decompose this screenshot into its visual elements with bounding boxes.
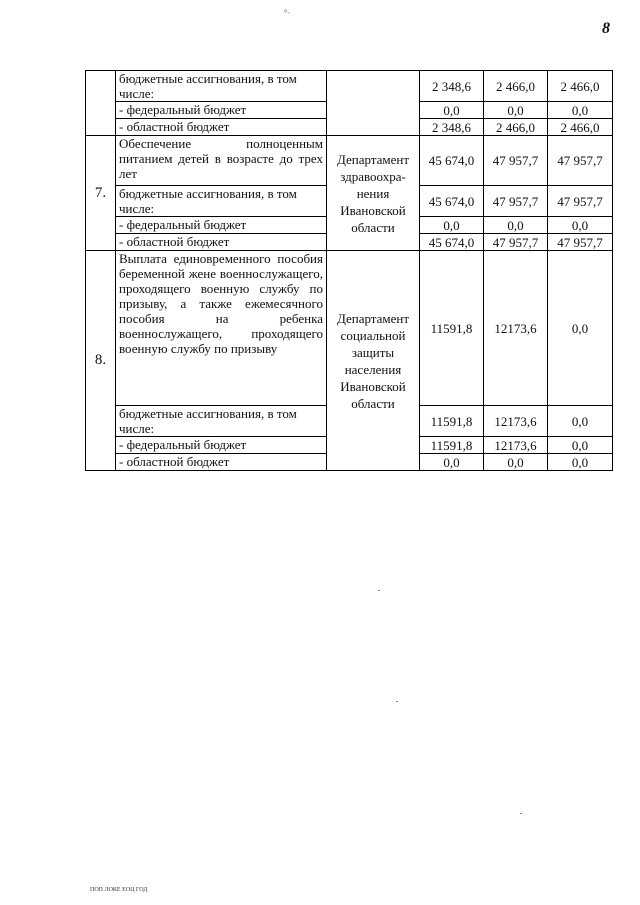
department: Департамент здравоохра-нения Ивановской области — [327, 136, 420, 251]
value-cell: 11591,8 — [420, 406, 484, 437]
value-cell: 2 466,0 — [548, 119, 613, 136]
value-cell: 47 957,7 — [548, 136, 613, 186]
table-row — [86, 71, 613, 102]
value-cell: 0,0 — [484, 102, 548, 119]
value-cell: 2 466,0 — [548, 71, 613, 102]
value-cell: 12173,6 — [484, 406, 548, 437]
value-cell: 47 957,7 — [484, 186, 548, 217]
value-cell: 45 674,0 — [420, 234, 484, 251]
table-row — [86, 251, 613, 406]
value-cell: 0,0 — [484, 217, 548, 234]
value-cell: 0,0 — [548, 406, 613, 437]
value-cell: 0,0 — [484, 454, 548, 471]
line-label: - областной бюджет — [116, 454, 327, 471]
line-label: бюджетные ассигнования, в том числе: — [116, 186, 327, 217]
top-scan-mark: °· — [284, 8, 291, 18]
value-cell: 0,0 — [548, 217, 613, 234]
row-index: 8. — [86, 251, 116, 471]
table-row — [86, 136, 613, 186]
value-cell: 0,0 — [548, 251, 613, 406]
value-cell: 12173,6 — [484, 437, 548, 454]
scan-speck — [520, 813, 522, 814]
page-number: 8 — [602, 20, 610, 37]
department: Департамент социальной защиты населения Ивановской области — [327, 251, 420, 471]
item-title: Обеспечение полноценным питанием детей в возрасте до трех лет — [116, 136, 327, 186]
value-cell: 2 348,6 — [420, 71, 484, 102]
value-cell: 11591,8 — [420, 251, 484, 406]
line-label: - областной бюджет — [116, 119, 327, 136]
budget-table — [85, 70, 613, 471]
line-label: - федеральный бюджет — [116, 217, 327, 234]
value-cell: 0,0 — [420, 217, 484, 234]
value-cell: 0,0 — [548, 102, 613, 119]
row-index: 7. — [86, 136, 116, 251]
value-cell: 47 957,7 — [548, 186, 613, 217]
value-cell: 47 957,7 — [548, 234, 613, 251]
footer-code: ПОП ЛОКЕ ЕОЦ ГОД — [90, 887, 148, 893]
value-cell: 11591,8 — [420, 437, 484, 454]
value-cell: 0,0 — [420, 454, 484, 471]
value-cell: 0,0 — [548, 437, 613, 454]
line-label: - областной бюджет — [116, 234, 327, 251]
scan-speck — [396, 701, 398, 702]
value-cell: 47 957,7 — [484, 234, 548, 251]
scan-speck — [378, 590, 380, 591]
value-cell: 47 957,7 — [484, 136, 548, 186]
value-cell: 45 674,0 — [420, 186, 484, 217]
value-cell: 2 348,6 — [420, 119, 484, 136]
line-label: бюджетные ассигнования, в том числе: — [116, 71, 327, 102]
row-index — [86, 71, 116, 136]
line-label: бюджетные ассигнования, в том числе: — [116, 406, 327, 437]
item-title: Выплата единовременного пособия беременной жене военнослужащего, проходящего военную службу по призыву, а также ежемесячного пособия на ребенка военнослужащего, проходящего военную службу по призыву — [116, 251, 327, 406]
department — [327, 71, 420, 136]
value-cell: 0,0 — [548, 454, 613, 471]
value-cell: 2 466,0 — [484, 119, 548, 136]
value-cell: 0,0 — [420, 102, 484, 119]
value-cell: 45 674,0 — [420, 136, 484, 186]
line-label: - федеральный бюджет — [116, 102, 327, 119]
line-label: - федеральный бюджет — [116, 437, 327, 454]
value-cell: 2 466,0 — [484, 71, 548, 102]
value-cell: 12173,6 — [484, 251, 548, 406]
